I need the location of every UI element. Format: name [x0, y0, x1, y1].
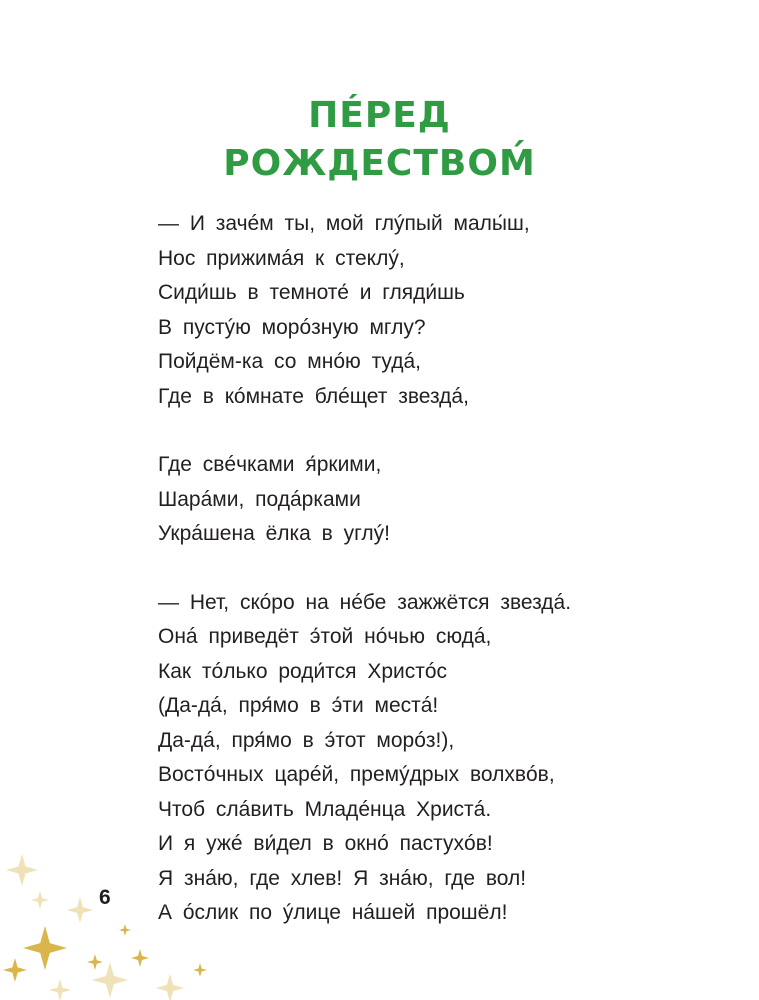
poem-title-line-1: ПÉРЕД: [308, 95, 451, 136]
poem-line: — И зачéм ты, мой глýпый малы́ш,: [158, 212, 530, 235]
star-icon: [92, 962, 128, 998]
poem-line: Сиди́шь в темноте́ и гляди́шь: [158, 281, 465, 304]
star-icon: [119, 924, 131, 936]
star-icon: [67, 897, 93, 923]
stanza-2: [158, 448, 571, 552]
poem-line: Пойдём-ка со мнóю тудá,: [158, 350, 422, 373]
poem-line: Востóчных царéй, премýдрых волхвóв,: [158, 763, 555, 786]
page-number: 6: [99, 886, 111, 909]
decorative-stars: [0, 830, 260, 1000]
poem-line: И я ужé ви́дел в окнó пастухóв!: [158, 832, 493, 855]
poem-line: Онá приведёт э́той нóчью сюдá,: [158, 625, 492, 648]
star-icon: [87, 954, 103, 970]
poem-line: Да-дá, пря́мо в э́тот морóз!),: [158, 728, 455, 752]
star-icon: [49, 979, 71, 1000]
poem-line: В пустýю морóзную мглу?: [158, 315, 426, 339]
poem-line: (Да-дá, пря́мо в э́ти местá!: [158, 694, 439, 717]
star-icon: [31, 891, 49, 909]
poem-line: А óслик по ýлице нáшей прошёл!: [158, 901, 508, 924]
star-icon: [6, 854, 38, 886]
poem-line: Где свéчками я́ркими,: [158, 453, 382, 476]
star-icon: [23, 926, 67, 970]
poem-line: Нос прижимáя к стеклý,: [158, 246, 405, 270]
star-icon: [193, 963, 207, 977]
poem-title-line-2: РОЖДЕСТВОМ́: [223, 143, 536, 184]
poem-line: Я знáю, где хлев! Я знáю, где вол!: [158, 866, 527, 890]
poem-line: Как тóлько роди́тся Христóс: [158, 659, 448, 683]
poem-line: — Нет, скóро на нéбе зажжётся звездá.: [158, 590, 572, 614]
star-icon: [156, 974, 184, 1000]
poem-line: Укрáшена ёлка в углý!: [158, 522, 390, 545]
star-icon: [3, 958, 27, 982]
poem-title: [0, 92, 759, 188]
stanza-1: [158, 207, 571, 414]
poem-line: Шарáми, подáрками: [158, 487, 361, 511]
poem-line: Чтоб слáвить Младéнца Христá.: [158, 797, 492, 821]
star-icon: [131, 949, 149, 967]
poem-line: Где в кóмнате блéщет звездá,: [158, 384, 469, 408]
